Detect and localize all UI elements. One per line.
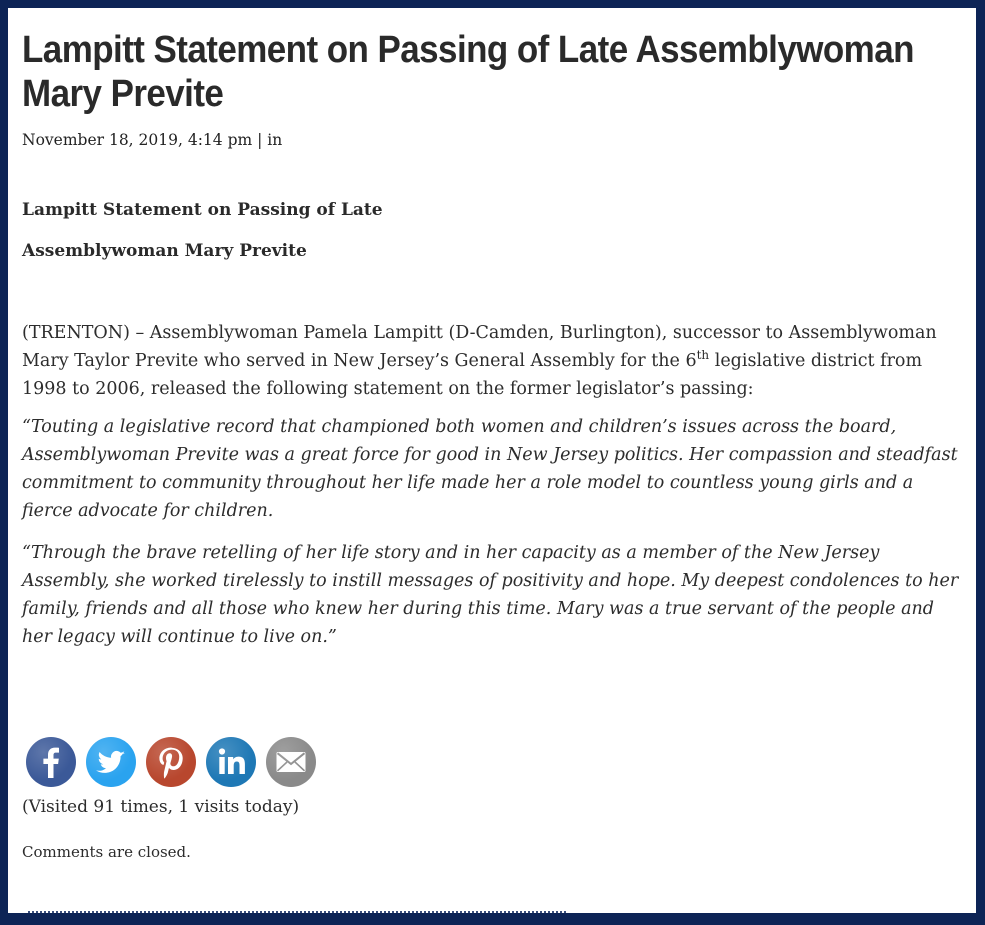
post-date: November 18, 2019, 4:14 pm <box>22 131 253 149</box>
statement-heading-line-1: Lampitt Statement on Passing of Late <box>22 200 383 220</box>
email-icon <box>266 737 316 787</box>
intro-text-1: (TRENTON) – Assemblywoman Pamela Lampitt (D-Camden, Burlington), successor to Assemblywoman Mary Taylor Previte who served in New Jersey’s General Assembly for the 6 <box>22 323 937 371</box>
linkedin-share-button[interactable] <box>206 737 256 787</box>
twitter-icon <box>86 737 136 787</box>
content-frame <box>8 8 976 913</box>
page-title <box>22 28 942 116</box>
intro-superscript: th <box>696 348 710 363</box>
linkedin-icon <box>206 737 256 787</box>
intro-paragraph <box>22 319 962 403</box>
visit-counter: (Visited 91 times, 1 visits today) <box>22 797 300 817</box>
pinterest-share-button[interactable] <box>146 737 196 787</box>
post-meta <box>22 130 962 150</box>
twitter-share-button[interactable] <box>86 737 136 787</box>
email-share-button[interactable] <box>266 737 316 787</box>
pinterest-icon <box>146 737 196 787</box>
quote-paragraph-2: “Through the brave retelling of her life story and in her capacity as a member of the New Jersey Assembly, she worked tirelessly to instill messages of positivity and hope. My deepest condolences to her family, friends and all those who knew her during this time. Mary was a true servant of the people and her legacy will continue to live on.” <box>22 543 959 647</box>
facebook-share-button[interactable] <box>26 737 76 787</box>
statement-heading-line-2: Assemblywoman Mary Previte <box>22 241 307 261</box>
share-buttons <box>26 737 962 787</box>
post-category-separator: | in <box>252 131 283 149</box>
intro-text-2: legislative district from 1998 to 2006, released the following statement on the former legislator’s passing: <box>22 351 923 399</box>
title-line-2: Mary Previte <box>22 73 224 115</box>
title-line-1: Lampitt Statement on Passing of Late Assemblywoman <box>22 29 914 71</box>
quote-paragraph-1: “Touting a legislative record that championed both women and children’s issues across the board, Assemblywoman Previte was a great force for good in New Jersey politics. Her compassion and steadfast commitment to community throughout her life made her a role model to countless young girls and a fierce advocate for children. <box>22 417 958 521</box>
comments-status: Comments are closed. <box>22 843 191 861</box>
bottom-border-decoration <box>28 911 566 913</box>
facebook-icon <box>26 737 76 787</box>
